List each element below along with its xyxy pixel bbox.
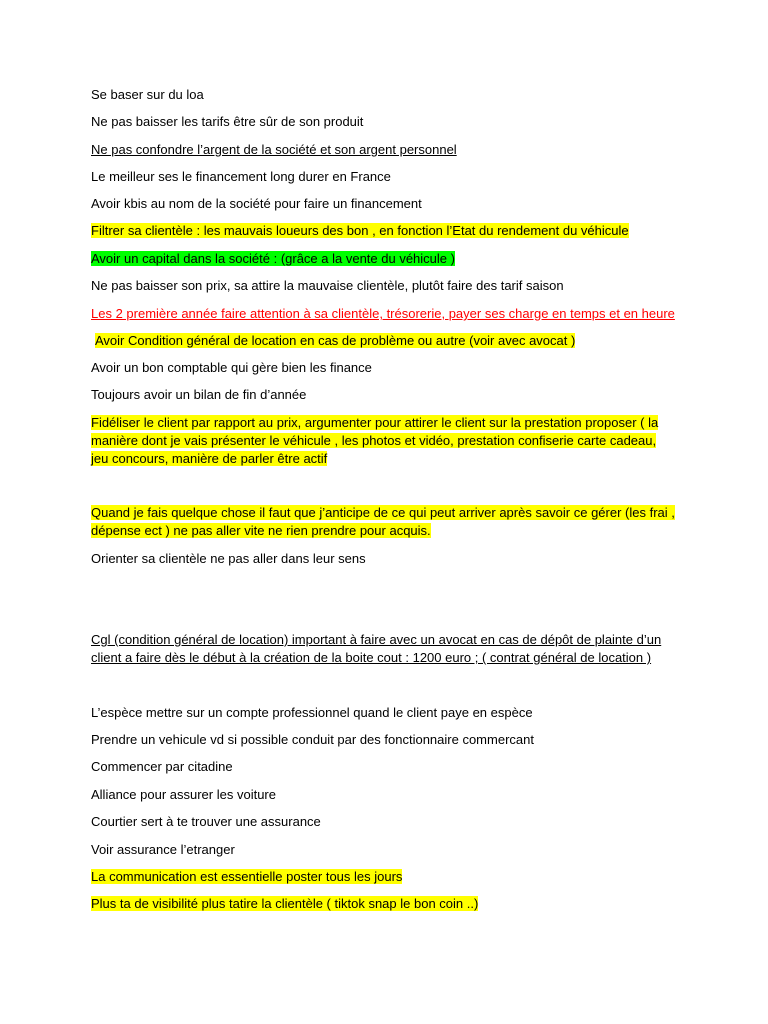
text-line-highlighted: jeu concours, manière de parler être actif [91, 451, 328, 466]
text-line-green-highlighted: Avoir un capital dans la société : (grâce a la vente du véhicule ) [91, 251, 455, 266]
text-line-underlined: client a faire dès le début à la création de la boite cout : 1200 euro ; ( contrat général de location ) [91, 650, 652, 665]
text-line: Ne pas baisser les tarifs être sûr de son produit [91, 114, 364, 129]
text-line: Se baser sur du loa [91, 87, 204, 102]
text-line-highlighted: Fidéliser le client par rapport au prix, argumenter pour attirer le client sur la prestation proposer ( la [91, 415, 659, 430]
text-line: Avoir un bon comptable qui gère bien les finance [91, 360, 372, 375]
text-line: Le meilleur ses le financement long durer en France [91, 169, 391, 184]
text-line-underlined: Ne pas confondre l’argent de la société et son argent personnel [91, 142, 457, 157]
text-line-highlighted: Filtrer sa clientèle : les mauvais loueurs des bon , en fonction l’Etat du rendement du véhicule [91, 223, 629, 238]
text-line-highlighted: Plus ta de visibilité plus tatire la clientèle ( tiktok snap le bon coin ..) [91, 896, 479, 911]
text-line: Avoir kbis au nom de la société pour faire un financement [91, 196, 422, 211]
text-line-highlighted: La communication est essentielle poster tous les jours [91, 869, 403, 884]
text-line: Orienter sa clientèle ne pas aller dans leur sens [91, 551, 366, 566]
text-line-highlighted: manière dont je vais présenter le véhicule , les photos et vidéo, prestation confiserie carte cadeau, [91, 433, 657, 448]
text-line: Voir assurance l’etranger [91, 842, 235, 857]
text-line-highlighted: dépense ect ) ne pas aller vite ne rien prendre pour acquis. [91, 523, 431, 538]
text-line: L’espèce mettre sur un compte professionnel quand le client paye en espèce [91, 705, 533, 720]
text-line-highlighted: Avoir Condition général de location en cas de problème ou autre (voir avec avocat ) [95, 333, 576, 348]
text-line: Courtier sert à te trouver une assurance [91, 814, 321, 829]
text-line-highlighted: Quand je fais quelque chose il faut que j’anticipe de ce qui peut arriver après savoir ce gérer (les frai , [91, 505, 675, 520]
text-line: Toujours avoir un bilan de fin d’année [91, 387, 307, 402]
text-line: Commencer par citadine [91, 759, 233, 774]
text-line: Prendre un vehicule vd si possible conduit par des fonctionnaire commercant [91, 732, 534, 747]
text-line-underlined: Cgl (condition général de location) important à faire avec un avocat en cas de dépôt de plainte d’un [91, 632, 662, 647]
text-line: Alliance pour assurer les voiture [91, 787, 276, 802]
text-line-red: Les 2 première année faire attention à sa clientèle, trésorerie, payer ses charge en temps et en heure [91, 306, 675, 321]
text-line: Ne pas baisser son prix, sa attire la mauvaise clientèle, plutôt faire des tarif saison [91, 278, 564, 293]
